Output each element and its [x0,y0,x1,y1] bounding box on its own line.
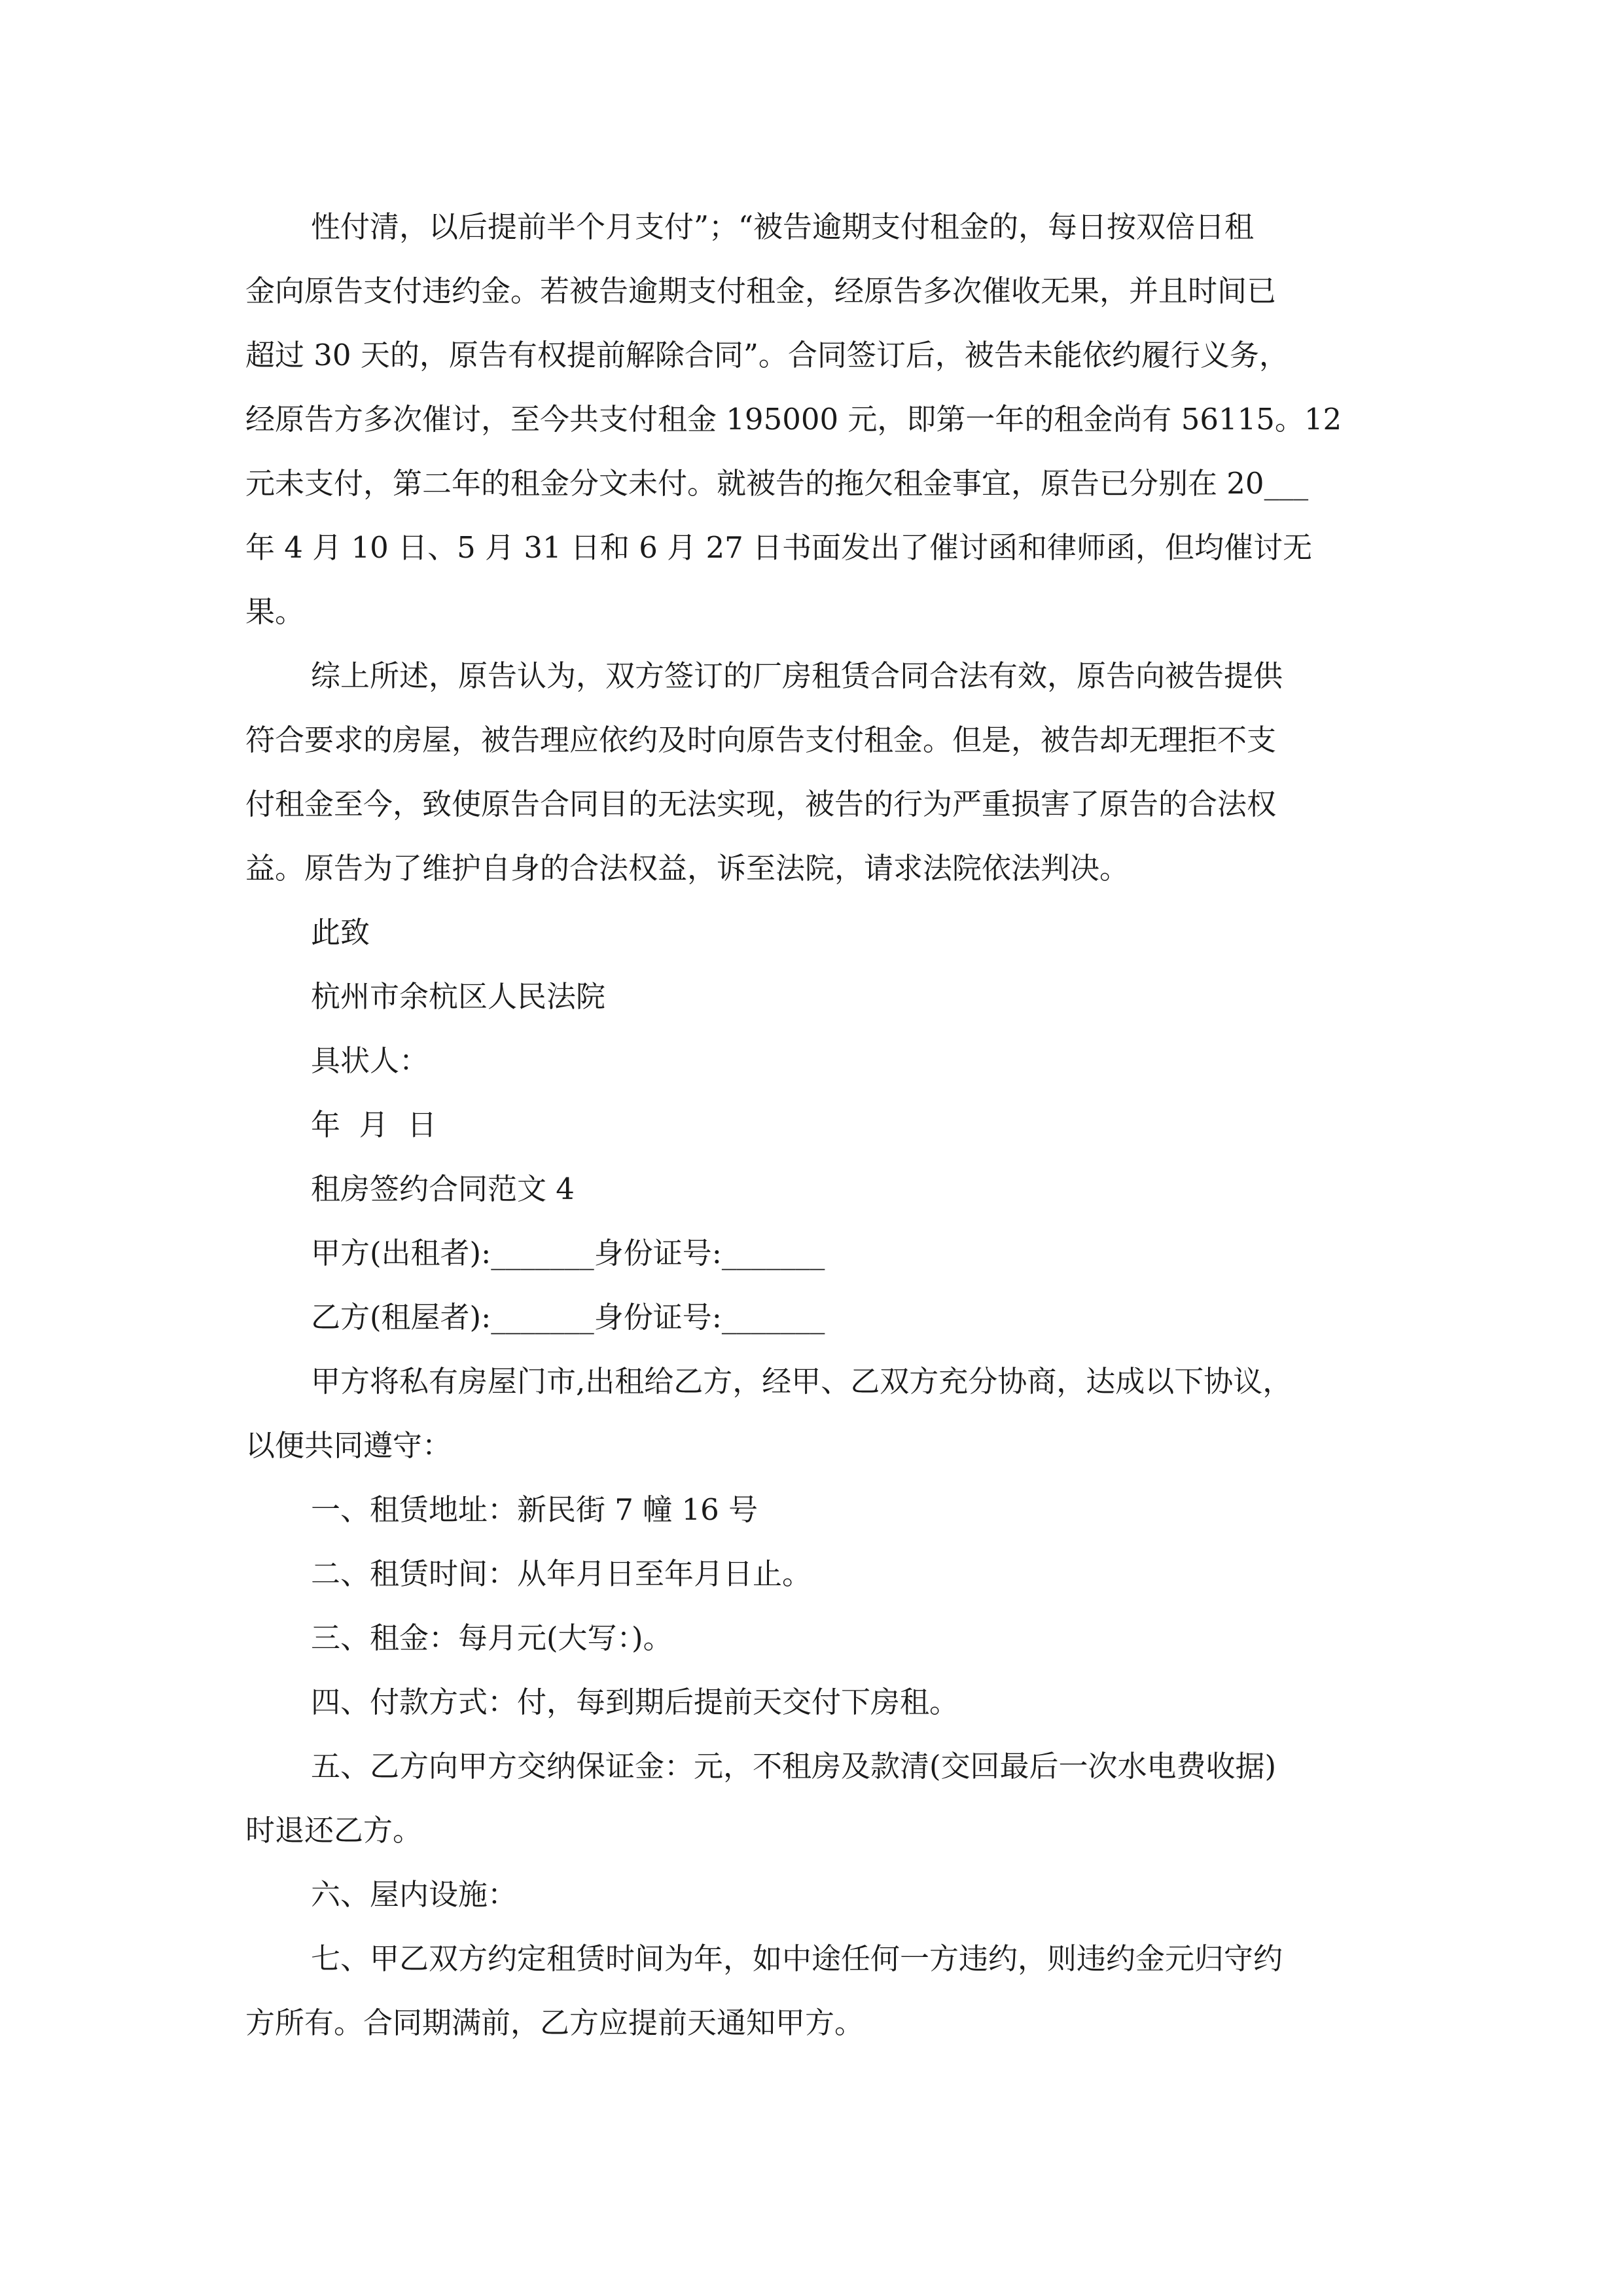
paragraph-line: 以便共同遵守： [245,1428,452,1463]
paragraph-line: 付租金至今，致使原告合同目的无法实现，被告的行为严重损害了原告的合法权 [245,787,1277,821]
party-a-line: 甲方(出租者):_______身份证号:_______ [311,1236,825,1270]
section-title: 租房签约合同范文 4 [311,1172,575,1206]
paragraph-line: 元未支付，第二年的租金分文未付。就被告的拖欠租金事宜，原告已分别在 20___ [245,466,1309,501]
paragraph-line: 超过 30 天的，原告有权提前解除合同”。合同签订后，被告未能依约履行义务， [245,338,1289,372]
clause-item: 四、付款方式：付，每到期后提前天交付下房租。 [311,1685,959,1719]
paragraph-line: 符合要求的房屋，被告理应依约及时向原告支付租金。但是，被告却无理拒不支 [245,723,1277,757]
plaintiff-signature-line: 具状人： [311,1043,429,1078]
paragraph-line: 果。 [245,594,305,629]
date-line: 年 月 日 [311,1107,437,1142]
paragraph-line: 性付清，以后提前半个月支付”；“被告逾期支付租金的，每日按双倍日租 [311,209,1255,244]
document-body [245,195,1397,2055]
party-b-line: 乙方(租屋者):_______身份证号:_______ [311,1300,825,1335]
paragraph-line: 甲方将私有房屋门市,出租给乙方，经甲、乙双方充分协商，达成以下协议， [311,1364,1293,1399]
paragraph-line: 益。原告为了维护自身的合法权益，诉至法院，请求法院依法判决。 [245,851,1130,886]
clause-item: 三、租金：每月元(大写：)。 [311,1621,673,1655]
clause-item: 二、租赁时间：从年月日至年月日止。 [311,1556,812,1591]
paragraph-line: 金向原告支付违约金。若被告逾期支付租金，经原告多次催收无果，并且时间已 [245,274,1277,308]
clause-item-continued: 方所有。合同期满前，乙方应提前天通知甲方。 [245,2005,865,2040]
clause-item: 六、屋内设施： [311,1877,518,1912]
clause-item: 一、租赁地址：新民街 7 幢 16 号 [311,1492,758,1527]
paragraph-line: 综上所述，原告认为，双方签订的厂房租赁合同合法有效，原告向被告提供 [311,658,1283,693]
clause-item-continued: 时退还乙方。 [245,1813,423,1848]
paragraph-line: 经原告方多次催讨，至今共支付租金 195000 元，即第一年的租金尚有 56115。12 [245,402,1342,437]
clause-item: 五、乙方向甲方交纳保证金：元，不租房及款清(交回最后一次水电费收据) [311,1749,1277,1784]
court-name: 杭州市余杭区人民法院 [311,979,606,1014]
paragraph-line: 年 4 月 10 日、5 月 31 日和 6 月 27 日书面发出了催讨函和律师函，但均催讨无 [245,530,1313,565]
closing-salutation: 此致 [311,915,370,950]
clause-item: 七、甲乙双方约定租赁时间为年，如中途任何一方违约，则违约金元归守约 [311,1941,1283,1976]
